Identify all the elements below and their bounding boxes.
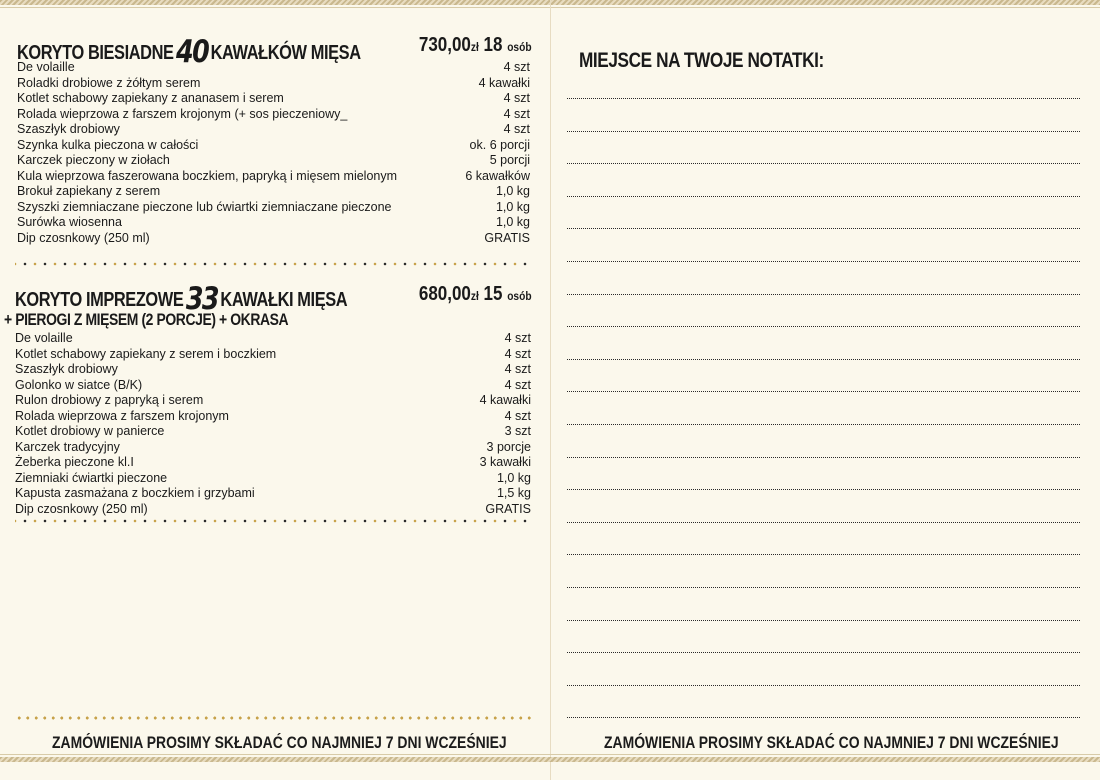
menu2-price-value: 680,00 [419,283,472,305]
menu1-item [17,107,530,123]
note-line [567,261,1080,262]
item-quantity: 1,0 kg [495,199,530,214]
item-name: Brokuł zapiekany z serem [17,184,161,198]
item-name: Rolada wieprzowa z farszem krojonym [15,408,229,423]
item-name: Golonko w siatce (B/K) [15,377,143,392]
menu1-title-after: KAWAŁKÓW MIĘSA [210,42,361,64]
menu1-item [17,60,530,76]
menu1-item-list [17,60,530,246]
menu1-price [419,34,532,57]
note-line [567,522,1080,523]
note-line [567,131,1080,132]
dotted-separator [15,519,532,523]
footer-note-right: ZAMÓWIENIA PROSIMY SKŁADAĆ CO NAJMNIEJ 7 DNI WCZEŚNIEJ [604,733,1059,752]
note-line [567,326,1080,327]
item-name: Rulon drobiowy z papryką i serem [15,393,204,407]
item-quantity: 5 porcji [489,153,530,167]
menu1-item [17,200,530,216]
item-quantity: 4 kawałki [478,75,530,90]
menu1-item [17,138,530,154]
note-line [567,554,1080,555]
menu2-item-list [15,331,531,517]
menu2-item [15,393,531,409]
item-name: Szaszłyk drobiowy [15,362,118,376]
item-quantity: 4 szt [504,377,531,392]
menu1-item [17,91,530,107]
item-quantity: 4 szt [503,106,530,121]
item-name: Surówka wiosenna [17,215,122,229]
item-quantity: 4 szt [504,346,531,361]
menu2-currency: zł [471,289,480,303]
menu2-item [15,331,531,347]
note-line [567,717,1080,718]
menu2-subtitle: + PIEROGI Z MIĘSEM (2 PORCJE) + OKRASA [4,310,289,329]
item-name: Kotlet schabowy zapiekany z serem i boczkiem [15,346,277,361]
item-name: Szynka kulka pieczona w całości [17,137,199,152]
menu2-persons: 15 [483,283,503,305]
notes-title: MIEJSCE NA TWOJE NOTATKI: [579,49,824,72]
item-name: Karczek tradycyjny [15,439,120,454]
item-quantity: 6 kawałków [465,168,530,183]
note-line [567,391,1080,392]
item-quantity: 4 szt [503,60,530,74]
item-name: Kotlet schabowy zapiekany z ananasem i serem [17,91,284,105]
menu1-title-before: KORYTO BIESIADNE [17,42,174,64]
menu1-item [17,169,530,185]
item-name: Roladki drobiowe z żółtym serem [17,75,201,90]
menu2-count: 33 [185,281,218,317]
menu1-currency: zł [471,40,480,54]
dotted-separator [15,262,532,266]
note-line [567,98,1080,99]
bottom-border [0,757,1100,762]
menu2-item [15,347,531,363]
note-line [567,620,1080,621]
item-name: Dip czosnkowy (250 ml) [15,501,148,516]
menu1-persons: 18 [483,34,503,56]
item-quantity: 1,0 kg [495,184,530,198]
menu2-item [15,440,531,456]
menu2-persons-label: osób [507,289,532,303]
menu2-item [15,362,531,378]
footer-note-left: ZAMÓWIENIA PROSIMY SKŁADAĆ CO NAJMNIEJ 7 DNI WCZEŚNIEJ [52,733,507,752]
item-name: Szaszłyk drobiowy [17,122,120,136]
menu1-item [17,231,530,247]
item-quantity: GRATIS [484,230,530,245]
item-quantity: 4 szt [504,362,531,376]
item-quantity: 4 szt [504,331,531,345]
menu2-item [15,486,531,502]
note-line [567,196,1080,197]
item-quantity: 3 porcje [486,439,531,454]
item-quantity: 4 kawałki [479,393,531,407]
menu1-item [17,122,530,138]
note-line [567,228,1080,229]
menu2-item [15,424,531,440]
item-quantity: 1,0 kg [495,215,530,229]
item-name: Karczek pieczony w ziołach [17,153,170,167]
item-name: De volaille [15,331,73,345]
item-quantity: 4 szt [503,91,530,105]
item-quantity: 3 kawałki [479,455,531,469]
item-quantity: GRATIS [485,501,531,516]
item-name: Kula wieprzowa faszerowana boczkiem, papryką i mięsem mielonym [17,168,398,183]
menu2-item [15,378,531,394]
note-line [567,652,1080,653]
menu2-title-before: KORYTO IMPREZOWE [15,289,184,311]
item-name: Rolada wieprzowa z farszem krojonym (+ sos pieczeniowy_ [17,106,348,121]
menu1-item [17,215,530,231]
menu2-item [15,502,531,518]
menu2-price [419,283,532,306]
note-line [567,457,1080,458]
item-quantity: 3 szt [504,424,531,438]
menu1-persons-label: osób [507,40,532,54]
menu2-item [15,409,531,425]
menu1-item [17,76,530,92]
item-quantity: 4 szt [503,122,530,136]
item-quantity: ok. 6 porcji [469,137,530,152]
item-name: Żeberka pieczone kl.I [15,455,134,469]
page-divider [550,0,551,780]
bottom-border-line [0,754,1100,755]
item-name: Szyszki ziemniaczane pieczone lub ćwiartki ziemniaczane pieczone [17,199,392,214]
item-name: Kotlet drobiowy w panierce [15,424,165,438]
note-line [567,294,1080,295]
item-name: Dip czosnkowy (250 ml) [17,230,150,245]
menu2-title-after: KAWAŁKI MIĘSA [220,289,348,311]
item-quantity: 4 szt [504,408,531,423]
note-line [567,685,1080,686]
menu1-item [17,184,530,200]
menu1-price-value: 730,00 [419,34,472,56]
note-line [567,489,1080,490]
item-name: Ziemniaki ćwiartki pieczone [15,470,168,485]
note-line [567,163,1080,164]
note-line [567,359,1080,360]
menu2-item [15,455,531,471]
item-name: De volaille [17,60,75,74]
footer-separator [15,716,533,720]
note-line [567,587,1080,588]
item-quantity: 1,0 kg [496,470,531,485]
menu2-item [15,471,531,487]
menu1-item [17,153,530,169]
menu1-count: 40 [176,34,209,70]
note-line [567,424,1080,425]
item-quantity: 1,5 kg [496,486,531,500]
item-name: Kapusta zasmażana z boczkiem i grzybami [15,486,255,500]
